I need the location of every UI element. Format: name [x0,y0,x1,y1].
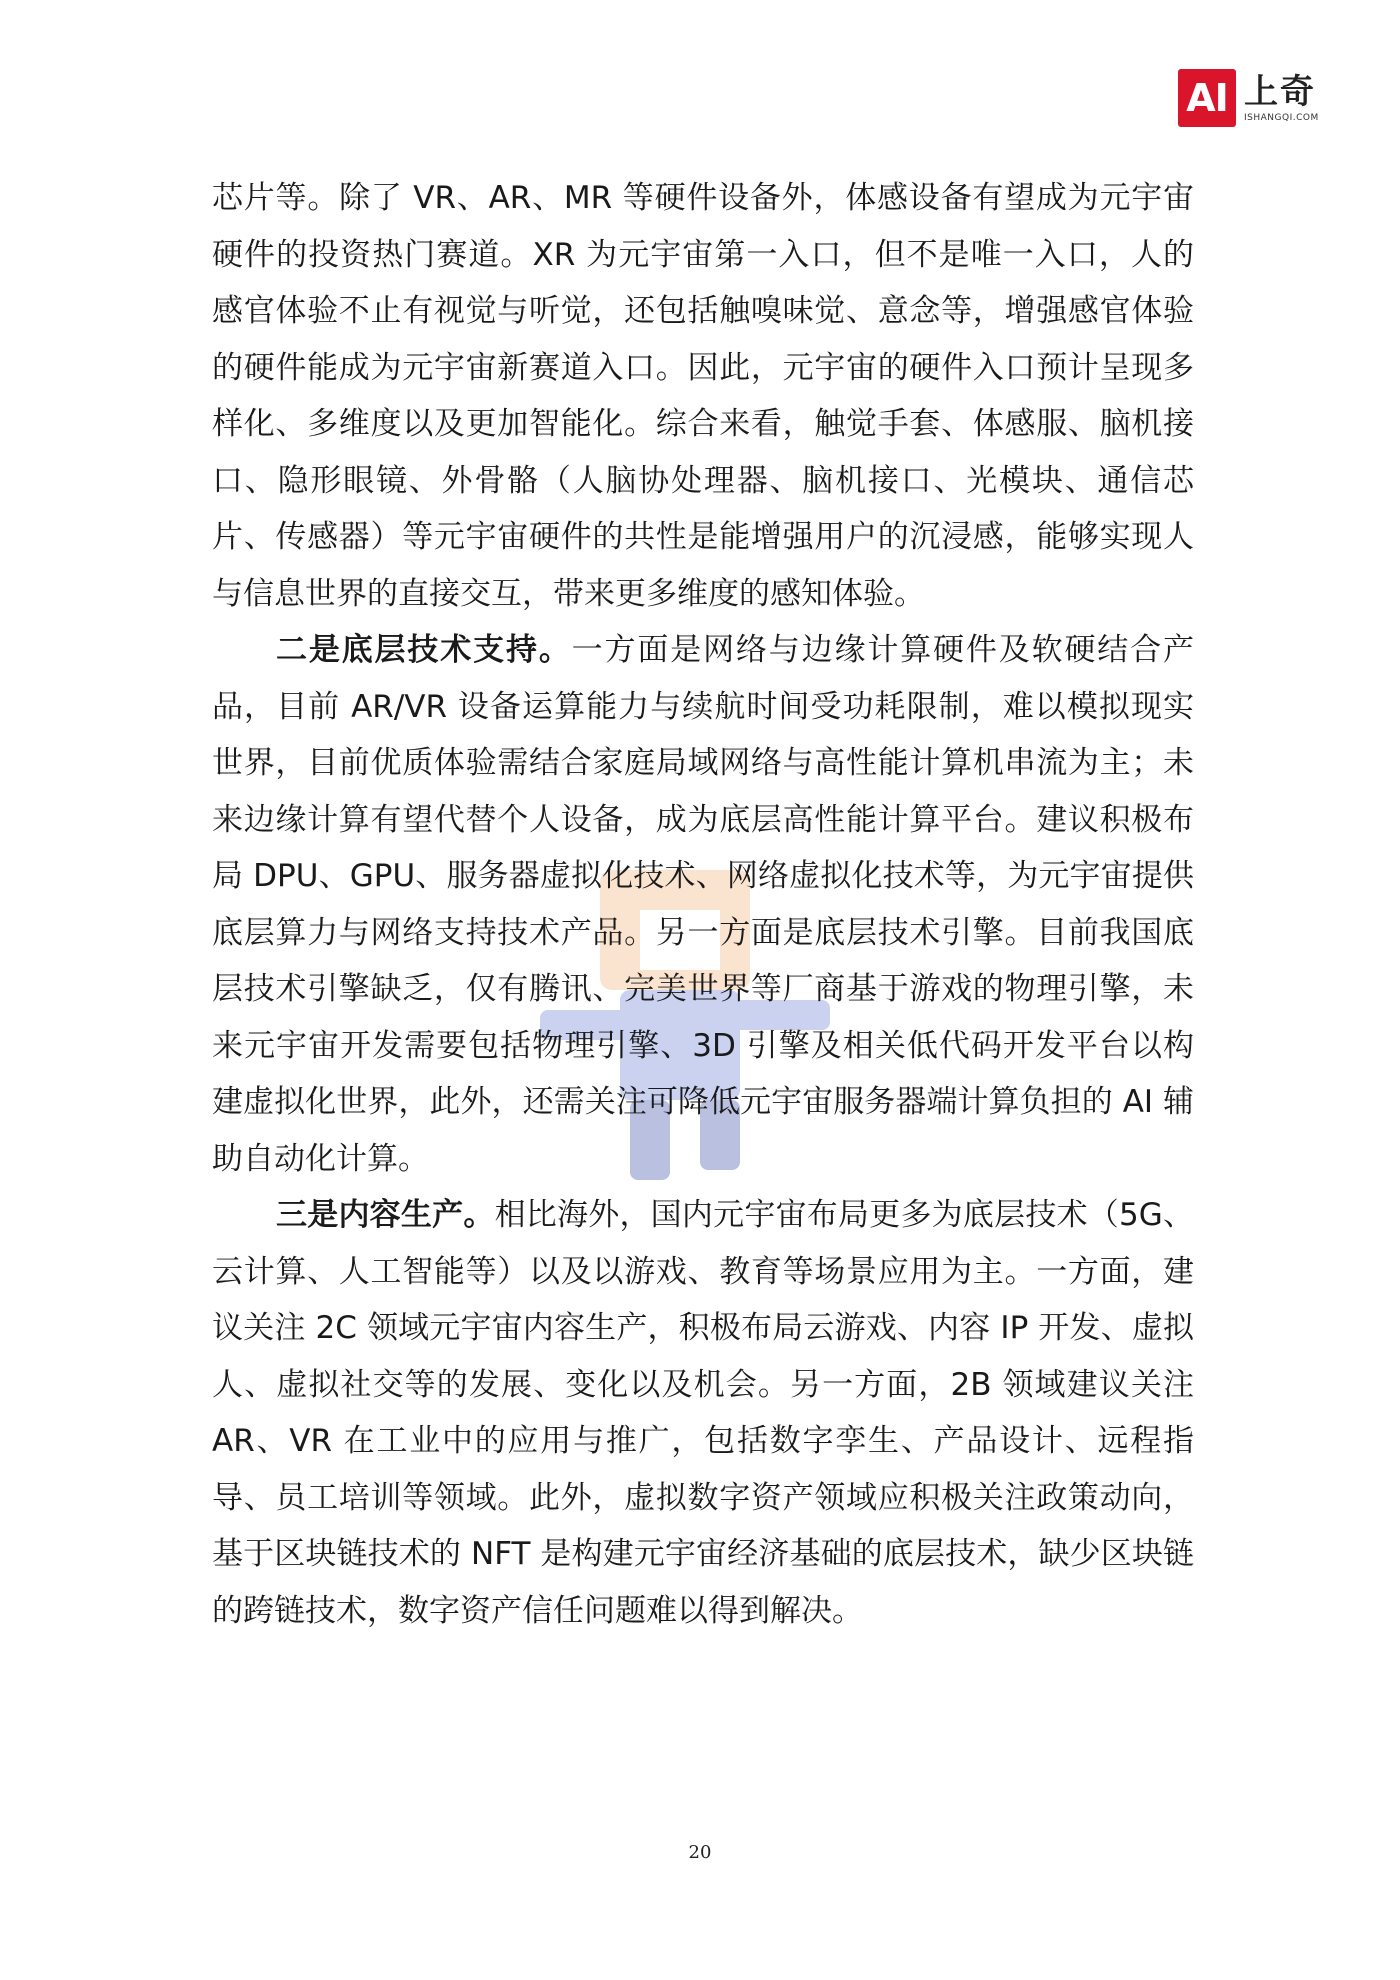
paragraph-2 [212,622,1194,1187]
logo-url: ISHANGQI.COM [1244,113,1319,123]
logo-text [1244,72,1319,124]
paragraph-2-text: 一方面是网络与边缘计算硬件及软硬结合产品，目前 AR/VR 设备运算能力与续航时间受功耗限制，难以模拟现实世界，目前优质体验需结合家庭局域网络与高性能计算机串流为主；未来边缘计算有望代替个人设备，成为底层高性能计算平台。建议积极布局 DPU、GPU、服务器虚拟化技术、网络虚拟化技术等，为元宇宙提供底层算力与网络支持技术产品。另一方面是底层技术引擎。目前我国底层技术引擎缺乏，仅有腾讯、完美世界等厂商基于游戏的物理引擎，未来元宇宙开发需要包括物理引擎、3D 引擎及相关低代码开发平台以构建虚拟化世界，此外，还需关注可降低元宇宙服务器端计算负担的 AI 辅助自动化计算。 [212,632,1195,1177]
brand-logo [1178,66,1319,130]
paragraph-3 [212,1187,1194,1639]
paragraph-1: 芯片等。除了 VR、AR、MR 等硬件设备外，体感设备有望成为元宇宙硬件的投资热门赛道。XR 为元宇宙第一入口，但不是唯一入口，人的感官体验不止有视觉与听觉，还包括触嗅味觉、意念等，增强感官体验的硬件能成为元宇宙新赛道入口。因此，元宇宙的硬件入口预计呈现多样化、多维度以及更加智能化。综合来看，触觉手套、体感服、脑机接口、隐形眼镜、外骨骼（人脑协处理器、脑机接口、光模块、通信芯片、传感器）等元宇宙硬件的共性是能增强用户的沉浸感，能够实现人与信息世界的直接交互，带来更多维度的感知体验。 [212,180,1194,612]
paragraph-3-lead: 三是内容生产。 [276,1197,495,1233]
page-number: 20 [688,1842,712,1863]
logo-mark: AI [1178,69,1236,127]
paragraph-2-lead: 二是底层技术支持。 [276,632,572,668]
body-text [212,170,1194,1639]
logo-name: 上奇 [1244,72,1316,112]
paragraph-3-text: 相比海外，国内元宇宙布局更多为底层技术（5G、云计算、人工智能等）以及以游戏、教育等场景应用为主。一方面，建议关注 2C 领域元宇宙内容生产，积极布局云游戏、内容 IP 开发、虚拟人、虚拟社交等的发展、变化以及机会。另一方面，2B 领域建议关注 AR、VR 在工业中的应用与推广，包括数字孪生、产品设计、远程指导、员工培训等领域。此外，虚拟数字资产领域应积极关注政策动向，基于区块链技术的 NFT 是构建元宇宙经济基础的底层技术，缺少区块链的跨链技术，数字资产信任问题难以得到解决。 [212,1197,1194,1629]
